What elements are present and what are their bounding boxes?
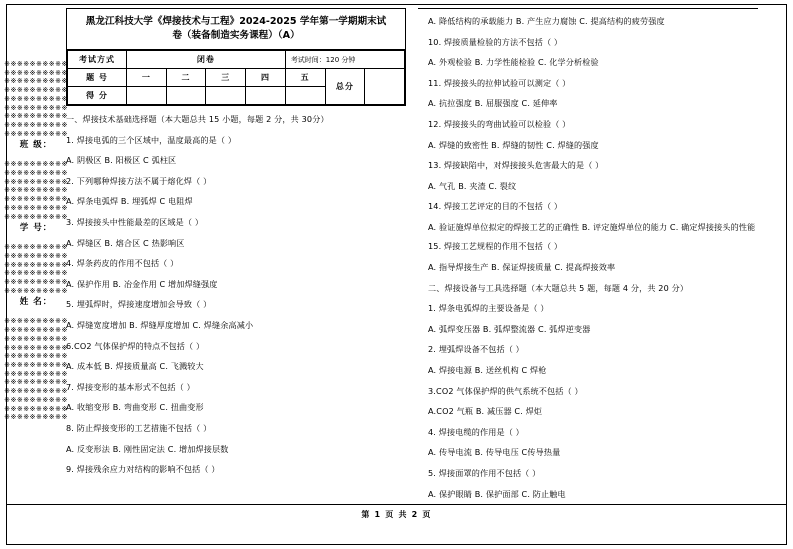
question-number-1: 一: [127, 69, 167, 87]
answer-options: A. 收缩变形 B. 弯曲变形 C. 扭曲变形: [66, 402, 204, 413]
score-row-label: 得 分: [68, 87, 127, 105]
question-number-2: 二: [166, 69, 206, 87]
sealing-label: 班 级：: [19, 140, 53, 151]
sealing-dots: ※※※※※※※※※※: [4, 343, 68, 352]
sealing-dots: ※※※※※※※※※※: [4, 103, 68, 112]
answer-options: A. 保护眼睛 B. 保护面部 C. 防止触电: [428, 488, 566, 499]
answer-options: A. 降低结构的承载能力 B. 产生应力腐蚀 C. 提高结构的疲劳强度: [428, 16, 665, 26]
question-text: 3. 焊接接头中性能最差的区域是（ ）: [66, 216, 204, 227]
title-line-2: 卷（装备制造实务课程）（A）: [172, 30, 300, 41]
exam-mode-value: 闭卷: [127, 51, 286, 69]
sealing-dots: ※※※※※※※※※※: [4, 326, 68, 335]
answer-options: A. 焊条电弧焊 B. 埋弧焊 C 电阻焊: [66, 196, 193, 207]
sealing-dots: ※※※※※※※※※※: [4, 94, 68, 103]
question-text: 9. 焊接残余应力对结构的影响不包括（ ）: [66, 464, 220, 475]
content-columns: [66, 8, 781, 506]
sealing-dots: ※※※※※※※※※※: [4, 77, 68, 86]
question-text: 15. 焊接工艺规程的作用不包括（ ）: [428, 241, 563, 252]
sealing-margin: [4, 8, 68, 533]
exam-header-table: [66, 8, 406, 106]
question-number-label: 题 号: [68, 69, 127, 87]
table-row-exam-mode: [68, 51, 405, 69]
answer-options: A. 抗拉强度 B. 屈服强度 C. 延伸率: [428, 98, 558, 109]
question-text: 10. 焊接质量检验的方法不包括（ ）: [428, 36, 563, 47]
sealing-dots: ※※※※※※※※※※: [4, 112, 68, 121]
answer-options: A. 阴极区 B. 阳极区 C 弧柱区: [66, 155, 177, 166]
section-heading: 一、焊接技术基础选择题（本大题总共 15 小题，每题 2 分，共 30分）: [66, 114, 329, 124]
sealing-dots: ※※※※※※※※※※: [4, 286, 68, 295]
right-column: [418, 8, 758, 506]
answer-options: A.CO2 气瓶 B. 减压器 C. 焊炬: [428, 406, 543, 417]
footer-page-number: 第 1 页 共 2 页: [361, 510, 432, 519]
sealing-dots: ※※※※※※※※※※: [4, 160, 68, 169]
sealing-label: 学 号：: [19, 223, 53, 234]
footer-divider: [6, 504, 787, 505]
answer-options: A. 指导焊接生产 B. 保证焊接质量 C. 提高焊接效率: [428, 262, 616, 273]
question-number-3: 三: [206, 69, 246, 87]
sealing-block: [4, 243, 68, 317]
sealing-dots: ※※※※※※※※※※: [4, 186, 68, 195]
answer-options: A. 传导电流 B. 传导电压 C传导热量: [428, 447, 561, 458]
sealing-dots: ※※※※※※※※※※: [4, 251, 68, 260]
score-cell-3[interactable]: [206, 87, 246, 105]
sealing-line-column: [4, 8, 68, 533]
sealing-label: 姓 名：: [19, 297, 53, 308]
sealing-dots: ※※※※※※※※※※: [4, 195, 68, 204]
sealing-dots: ※※※※※※※※※※: [4, 212, 68, 221]
question-text: 1. 焊接电弧的三个区域中，温度最高的是（ ）: [66, 134, 237, 145]
sealing-dots: ※※※※※※※※※※: [4, 68, 68, 77]
sealing-dots: ※※※※※※※※※※: [4, 334, 68, 343]
sealing-dots: ※※※※※※※※※※: [4, 378, 68, 387]
sealing-dots: ※※※※※※※※※※: [4, 317, 68, 326]
question-number-5: 五: [285, 69, 325, 87]
question-text: 13. 焊接缺陷中，对焊接接头危害最大的是（ ）: [428, 160, 604, 171]
question-text: 6.CO2 气体保护焊的特点不包括（ ）: [66, 340, 205, 351]
answer-options: A. 反变形法 B. 刚性固定法 C. 增加焊接层数: [66, 443, 229, 454]
sealing-dots: ※※※※※※※※※※: [4, 387, 68, 396]
question-text: 4. 焊接电缆的作用是（ ）: [428, 426, 524, 437]
answer-options: A. 焊缝宽度增加 B. 焊缝厚度增加 C. 焊缝余高减小: [66, 319, 254, 330]
question-text: 3.CO2 气体保护焊的供气系统不包括（ ）: [428, 385, 583, 396]
sealing-dots: ※※※※※※※※※※: [4, 413, 68, 422]
score-table: [67, 50, 405, 105]
answer-options: A. 验证施焊单位拟定的焊接工艺的正确性 B. 评定施焊单位的能力 C. 确定焊接接头的性能: [428, 221, 756, 232]
sealing-dots: ※※※※※※※※※※: [4, 404, 68, 413]
sealing-dots: ※※※※※※※※※※: [4, 243, 68, 252]
question-number-4: 四: [246, 69, 286, 87]
page-title: [67, 9, 405, 50]
left-column: [66, 8, 406, 506]
right-column-top-rule: [418, 8, 758, 9]
question-text: 11. 焊接接头的拉伸试验可以测定（ ）: [428, 77, 571, 88]
question-text: 4. 焊条药皮的作用不包括（ ）: [66, 258, 179, 269]
total-score-value-cell[interactable]: [365, 69, 405, 105]
section-heading: 二、焊接设备与工具选择题（本大题总共 5 题，每题 4 分，共 20 分）: [428, 282, 689, 293]
question-text: 1. 焊条电弧焊的主要设备是（ ）: [428, 303, 549, 314]
answer-options: A. 焊缝的致密性 B. 焊缝的韧性 C. 焊缝的强度: [428, 139, 599, 150]
answer-options: A. 焊接电源 B. 送丝机构 C 焊枪: [428, 365, 547, 375]
question-text: 2. 下列哪种焊接方法不属于熔化焊（ ）: [66, 175, 212, 186]
sealing-dots: ※※※※※※※※※※: [4, 203, 68, 212]
answer-options: A. 气孔 B. 夹渣 C. 裂纹: [428, 180, 517, 191]
sealing-dots: ※※※※※※※※※※: [4, 278, 68, 287]
answer-options: A. 外观检验 B. 力学性能检验 C. 化学分析检验: [428, 57, 599, 68]
exam-mode-label: 考试方式: [68, 51, 127, 69]
answer-options: A. 保护作用 B. 冶金作用 C 增加焊缝强度: [66, 278, 218, 289]
sealing-dots: ※※※※※※※※※※: [4, 369, 68, 378]
answer-options: A. 成本低 B. 焊接质量高 C. 飞溅较大: [66, 361, 204, 372]
question-text: 2. 埋弧焊设备不包括（ ）: [428, 344, 524, 355]
total-score-label: 总分: [325, 69, 365, 105]
question-text: 14. 焊接工艺评定的目的不包括（ ）: [428, 201, 563, 212]
sealing-dots: ※※※※※※※※※※: [4, 177, 68, 186]
question-text: 5. 焊接面罩的作用不包括（ ）: [428, 467, 541, 478]
title-line-1: 黑龙江科技大学《焊接技术与工程》2024-2025 学年第一学期期末试: [85, 16, 387, 27]
sealing-block: [4, 160, 68, 243]
table-row-question-numbers: [68, 69, 405, 87]
sealing-dots: ※※※※※※※※※※: [4, 86, 68, 95]
question-text: 7. 焊接变形的基本形式不包括（ ）: [66, 381, 195, 392]
sealing-dots: ※※※※※※※※※※: [4, 360, 68, 369]
sealing-dots: ※※※※※※※※※※: [4, 260, 68, 269]
sealing-dots: ※※※※※※※※※※: [4, 60, 68, 68]
score-cell-1[interactable]: [127, 87, 167, 105]
score-cell-5[interactable]: [285, 87, 325, 105]
answer-options: A. 弧焊变压器 B. 弧焊整流器 C. 弧焊逆变器: [428, 323, 591, 334]
right-question-list: [418, 16, 758, 499]
exam-time-value: 考试时间：120 分钟: [285, 51, 404, 69]
sealing-dots: ※※※※※※※※※※: [4, 395, 68, 404]
sealing-block: [4, 60, 68, 160]
sealing-dots: ※※※※※※※※※※: [4, 129, 68, 138]
question-text: 12. 焊接接头的弯曲试验可以检验（ ）: [428, 118, 571, 129]
left-question-list: [66, 114, 406, 474]
question-text: 8. 防止焊接变形的工艺措施不包括（ ）: [66, 422, 212, 433]
answer-options: A. 焊缝区 B. 熔合区 C 热影响区: [66, 237, 185, 248]
sealing-dots: ※※※※※※※※※※: [4, 169, 68, 178]
score-cell-2[interactable]: [166, 87, 206, 105]
question-text: 5. 埋弧焊时，焊接速度增加会导致（ ）: [66, 299, 212, 310]
score-cell-4[interactable]: [246, 87, 286, 105]
sealing-dots: ※※※※※※※※※※: [4, 352, 68, 361]
sealing-dots: ※※※※※※※※※※: [4, 269, 68, 278]
sealing-dots: ※※※※※※※※※※: [4, 120, 68, 129]
sealing-block: [4, 317, 68, 421]
